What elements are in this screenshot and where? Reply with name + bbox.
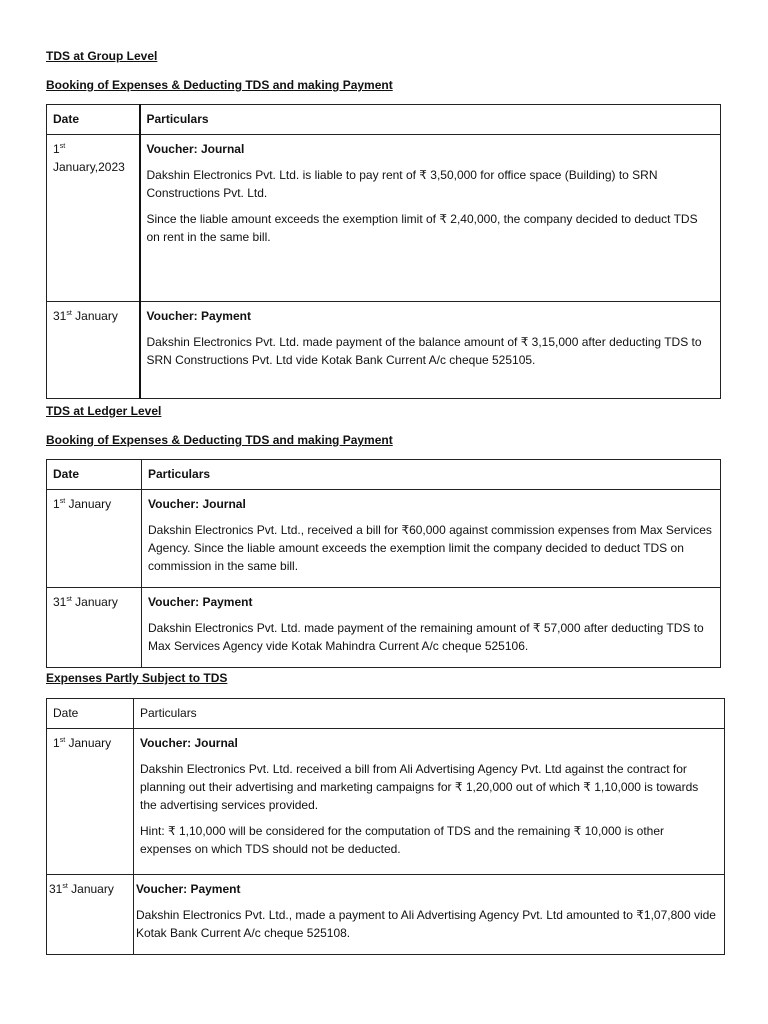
date-suffix: st bbox=[59, 737, 66, 744]
table-header-row bbox=[47, 460, 721, 490]
section-heading-group-level: TDS at Group Level bbox=[46, 49, 158, 63]
voucher-type: Voucher: Payment bbox=[136, 882, 241, 896]
particulars-text: Dakshin Electronics Pvt. Ltd. made payment of the balance amount of ₹ 3,15,000 after deducting TDS to SRN Constructions Pvt. Ltd vide Kotak Bank Current A/c cheque 525105. bbox=[146, 335, 702, 367]
table-row bbox=[47, 588, 721, 668]
date-suffix: st bbox=[59, 498, 66, 505]
date-month: January bbox=[71, 309, 118, 323]
particulars-text: Dakshin Electronics Pvt. Ltd. is liable to pay rent of ₹ 3,50,000 for office space (Building) to SRN Constructions Pvt. Ltd. bbox=[146, 168, 658, 200]
section-subheading-ledger-level: Booking of Expenses & Deducting TDS and making Payment bbox=[46, 433, 393, 447]
particulars-header: Particulars bbox=[134, 699, 725, 729]
particulars-header: Particulars bbox=[140, 105, 721, 135]
particulars-text: Dakshin Electronics Pvt. Ltd., made a payment to Ali Advertising Agency Pvt. Ltd amounted to ₹1,07,800 vide Kotak Bank Current A/c cheque 525108. bbox=[136, 908, 716, 940]
particulars-text: Dakshin Electronics Pvt. Ltd. made payment of the remaining amount of ₹ 57,000 after deducting TDS to Max Services Agency vide Kotak Mahindra Current A/c cheque 525106. bbox=[148, 621, 704, 653]
date-day: 31 bbox=[53, 309, 67, 323]
row-particulars bbox=[134, 729, 725, 875]
row-particulars bbox=[142, 588, 721, 668]
particulars-text: Since the liable amount exceeds the exemption limit of ₹ 2,40,000, the company decided to deduct TDS on rent in the same bill. bbox=[146, 212, 698, 244]
date-header: Date bbox=[47, 460, 142, 490]
date-suffix: st bbox=[62, 883, 68, 890]
date-suffix: st bbox=[59, 143, 66, 150]
date-day: 1 bbox=[53, 142, 60, 156]
row-date bbox=[47, 875, 134, 955]
date-month: January bbox=[67, 882, 114, 896]
date-header: Date bbox=[47, 105, 140, 135]
particulars-text: Dakshin Electronics Pvt. Ltd., received a bill for ₹60,000 against commission expenses from Max Services Agency. Since the liable amount exceeds the exemption limit the company decided to deduct TDS on commission in the same bill. bbox=[148, 523, 712, 573]
row-particulars bbox=[140, 302, 721, 399]
row-date bbox=[47, 729, 134, 875]
section-heading-partly-tds: Expenses Partly Subject to TDS bbox=[46, 671, 228, 685]
particulars-text: Hint: ₹ 1,10,000 will be considered for the computation of TDS and the remaining ₹ 10,000 is other expenses on which TDS should not be deducted. bbox=[140, 824, 665, 856]
row-particulars bbox=[134, 875, 725, 955]
date-day: 31 bbox=[49, 882, 63, 896]
section-subheading-group-level: Booking of Expenses & Deducting TDS and making Payment bbox=[46, 78, 393, 92]
table-row bbox=[47, 302, 721, 399]
particulars-header: Particulars bbox=[142, 460, 721, 490]
date-day: 1 bbox=[53, 736, 60, 750]
table-header-row bbox=[47, 699, 725, 729]
row-date bbox=[47, 490, 142, 588]
date-suffix: st bbox=[66, 596, 72, 603]
voucher-type: Voucher: Journal bbox=[140, 736, 238, 750]
ledger-level-table bbox=[46, 459, 721, 668]
date-month: January bbox=[65, 497, 112, 511]
date-day: 1 bbox=[53, 497, 60, 511]
table-header-row bbox=[47, 105, 721, 135]
table-row bbox=[47, 729, 725, 875]
date-month: January bbox=[65, 736, 112, 750]
section-heading-ledger-level: TDS at Ledger Level bbox=[46, 404, 162, 418]
table-row bbox=[47, 490, 721, 588]
particulars-text: Dakshin Electronics Pvt. Ltd. received a bill from Ali Advertising Agency Pvt. Ltd against the contract for planning out their advertising and marketing campaigns for ₹ 1,20,000 out of which ₹ 1,10,000 is towards the advertising services provided. bbox=[140, 762, 699, 812]
date-month: January bbox=[71, 595, 118, 609]
voucher-type: Voucher: Journal bbox=[148, 497, 246, 511]
voucher-type: Voucher: Payment bbox=[148, 595, 253, 609]
table-row bbox=[47, 135, 721, 302]
group-level-table bbox=[46, 104, 721, 399]
date-header: Date bbox=[47, 699, 134, 729]
row-date bbox=[47, 588, 142, 668]
table-row bbox=[47, 875, 725, 955]
row-particulars bbox=[142, 490, 721, 588]
row-date bbox=[47, 135, 140, 302]
voucher-type: Voucher: Journal bbox=[146, 142, 245, 156]
date-day: 31 bbox=[53, 595, 67, 609]
partly-tds-table bbox=[46, 698, 725, 955]
date-month: January,2023 bbox=[53, 160, 125, 174]
row-particulars bbox=[140, 135, 721, 302]
date-suffix: st bbox=[66, 310, 72, 317]
row-date bbox=[47, 302, 140, 399]
voucher-type: Voucher: Payment bbox=[146, 309, 251, 323]
